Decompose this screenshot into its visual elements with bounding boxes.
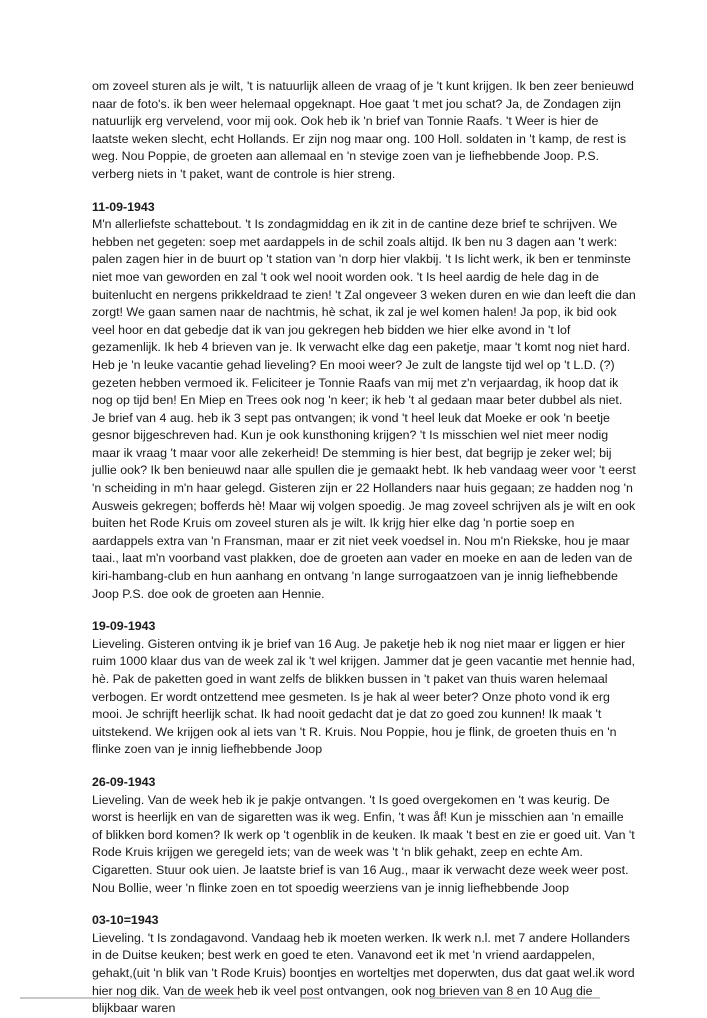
letter-body: Lieveling. Van de week heb ik je pakje ontvangen. 't Is goed overgekomen en 't was keurig. De worst is heerlijk en van de sigaretten was ik weg. Enfin, 't was åf! Kun je misschien aan 'n emaille of blikken bord komen? Ik werk op 't ogenblik in de keuken. Ik maak 't best en zie er goed uit. Van 't Rode Kruis krijgen we geregeld iets; van de week was 't 'n blik gehakt, zeep en echte Am. Cigaretten. Stuur ook uien. Je laatste brief is van 16 Aug., maar ik verwacht deze week weer post. Nou Bollie, weer 'n flinke zoen en tot spoedig weerziens van je innig liefhebbende Joop	[92, 792, 635, 895]
continuation-paragraph: om zoveel sturen als je wilt, 't is natuurlijk alleen de vraag of je 't kunt krijgen. Ik ben zeer benieuwd naar de foto's. ik ben weer helemaal opgeknapt. Hoe gaat 't met jou schat? Ja, de Zondagen zijn natuurlijk erg vervelend, voor mij ook. Ook heb ik 'n brief van Tonnie Raafs. 't Weer is hier de laatste weken slecht, echt Hollands. Er zijn nog maar ong. 100 Holl. soldaten in 't kamp, de rest is weg. Nou Poppie, de groeten aan allemaal en 'n stevige zoen van je liefhebbende Joop. P.S. verberg niets in 't paket, want de controle is hier streng.	[92, 79, 634, 181]
letter-date: 11-09-1943	[92, 199, 155, 214]
letter-body: M'n allerliefste schattebout. 't Is zondagmiddag en ik zit in de cantine deze brief te schrijven. We hebben net gegeten: soep met aardappels in de schil zoals altijd. Ik ben nu 3 dagen aan 't werk: palen zagen hier in de buurt op 't station van 'n dorp hier vlakbij. 't Is licht werk, ik ben er tenminste niet moe van geworden en zal 't ook wel nooit worden ook. 't Is heel aardig de hele dag in de buitenlucht en nergens prikkeldraad te zien! 't Zal ongeveer 3 weken duren en wie dan leeft die dan zorgt! We gaan samen naar de nachtmis, hè schat, ik zal je wel komen halen! Ja pop, ik bid ook veel hoor en dat gebedje dat ik van jou gekregen heb bidden we hier elke avond in 't lof gezamenlijk. Ik heb 4 brieven van je. Ik verwacht elke dag een paketje, maar 't komt nog niet hard. Heb je 'n leuke vacantie gehad lieveling? En mooi weer? Je zult de langste tijd wel op 't L.D. (?) gezeten hebben vermoed ik. Feliciteer je Tonnie Raafs van mij met z'n verjaardag, ik hoop dat ik nog op tijd ben! En Miep en Trees ook nog 'n keer; ik heb 't al gedaan maar beter dubbel als niet. Je brief van 4 aug. heb ik 3 sept pas ontvangen; ik vond 't heel leuk dat Moeke er ook 'n beetje gesnor bijgeschreven had. Kun je ook kunsthoning krijgen? 't Is misschien wel niet meer nodig maar ik vraag 't maar voor alle zekerheid! De stemming is hier best, dat begrijp je zeker wel; bij jullie ook? Ik ben benieuwd naar alle spullen die je gemaakt hebt. Ik heb vandaag weer voor 't eerst 'n scheiding in m'n haar gelegd. Gisteren zijn er 22 Hollanders naar huis gegaan; ze hadden nog 'n Ausweis gekregen; bofferds hè! Maar wij volgen spoedig. Je mag zoveel schrijven als je wilt en ook buiten het Rode Kruis om zoveel sturen als je wilt. Ik krijg hier elke dag 'n portie soep en aardappels extra van 'n Fransman, maar er zit niet veek voedsel in. Nou m'n Riekske, hou je maar taai., laat m'n voorband vast plakken, doe de groeten aan vader en moeke en aan de leden van de kiri-hambang-club en hun aanhang en ontvang 'n lange surrogaatzoen van je innig liefhebbende Joop P.S. doe ook de groeten aan Hennie.	[92, 217, 636, 601]
letter-date: 03-10=1943	[92, 913, 159, 928]
scan-edge-artifact	[0, 994, 707, 1000]
letter-date: 19-09-1943	[92, 619, 156, 634]
letter-body: Lieveling. Gisteren ontving ik je brief van 16 Aug. Je paketje heb ik nog niet maar er liggen er hier ruim 1000 klaar dus van de week zal ik 't wel krijgen. Jammer dat je geen vacantie met hennie had, hè. Pak de paketten goed in want zelfs de blikken bussen in 't paket van thuis waren helemaal verbogen. Er wordt ontzettend mee gesmeten. Is je hak al weer beter? Onze photo vond ik erg mooi. Je schrijft heerlijk schat. Ik had nooit gedacht dat je dat zo goed zou kunnen! Ik maak 't uitstekend. We krijgen ook al iets van 't R. Kruis. Nou Poppie, hou je flink, de groeten thuis en 'n flinke zoen van je innig liefhebbende Joop	[92, 636, 636, 757]
letter-entry-2	[92, 618, 637, 759]
letter-body: Lieveling. 't Is zondagavond. Vandaag heb ik moeten werken. Ik werk n.l. met 7 andere Hollanders in de Duitse keuken; best werk en goed te eten. Vanavond eet ik met 'n vriend aardappelen, gehakt,(uit 'n blik van 't Rode Kruis) boontjes en worteltjes met doperwten, dus dat gaat wel.ik word hier nog dik. Van de week heb ik veel post ontvangen, ook nog brieven van 8 en 10 Aug die blijkbaar waren	[92, 930, 635, 1016]
letter-entry-1	[92, 199, 637, 604]
letter-date: 26-09-1943	[92, 774, 156, 789]
letter-entry-4	[92, 912, 637, 1018]
letter-entry-3	[92, 774, 637, 897]
